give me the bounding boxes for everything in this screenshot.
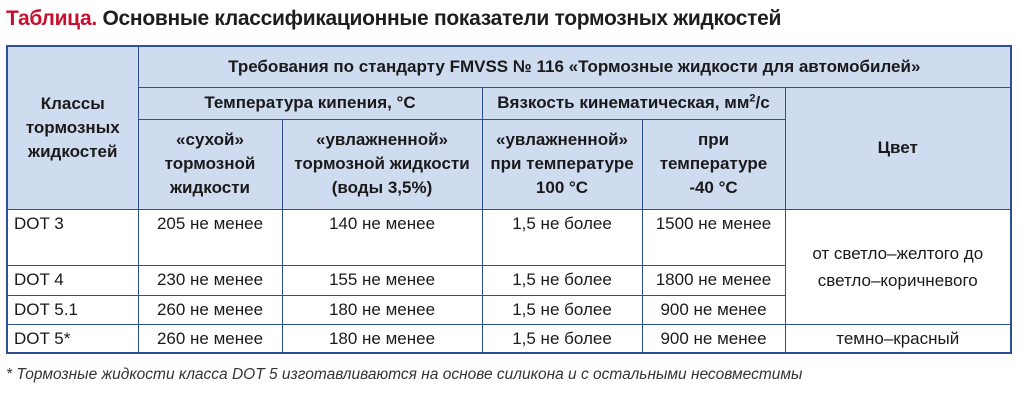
table-title bbox=[6, 7, 781, 31]
footnote: * Тормозные жидкости класса DOT 5 изготавливаются на основе силикона и с остальными несовместимы bbox=[6, 366, 803, 383]
header-wet bbox=[282, 119, 482, 209]
cell-visc40: 900 не менее bbox=[642, 295, 785, 324]
header-dry bbox=[138, 119, 282, 209]
table-title-text: Основные классификационные показатели тормозных жидкостей bbox=[102, 7, 782, 30]
header-standard: Требования по стандарту FMVSS № 116 «Тормозные жидкости для автомобилей» bbox=[138, 46, 1011, 87]
cell-dry: 260 не менее bbox=[138, 295, 282, 324]
cell-dry: 205 не менее bbox=[138, 209, 282, 265]
header-dry-line-3: жидкости bbox=[170, 178, 250, 197]
cell-visc40: 900 не менее bbox=[642, 324, 785, 353]
header-viscosity-suffix: /с bbox=[755, 93, 770, 112]
cell-wet: 180 не менее bbox=[282, 295, 482, 324]
cell-wet: 180 не менее bbox=[282, 324, 482, 353]
header-class-line-1: Классы bbox=[40, 93, 105, 113]
header-dry-line-1: «сухой» bbox=[176, 130, 244, 149]
table-row bbox=[7, 209, 1011, 265]
cell-visc100: 1,5 не более bbox=[482, 295, 642, 324]
header-boiling: Температура кипения, °С bbox=[138, 87, 482, 119]
header-wet-line-1: «увлажненной» bbox=[316, 130, 448, 149]
header-viscosity-text: Вязкость кинематическая, мм bbox=[497, 93, 750, 112]
cell-visc100: 1,5 не более bbox=[482, 324, 642, 353]
cell-visc100: 1,5 не более bbox=[482, 265, 642, 295]
header-wet-line-2: тормозной жидкости bbox=[294, 154, 470, 173]
header-visc-wet-line-2: при температуре bbox=[490, 154, 634, 173]
header-visc-cold-line-2: температуре bbox=[659, 154, 768, 173]
cell-class: DOT 3 bbox=[7, 209, 138, 265]
cell-dry: 230 не менее bbox=[138, 265, 282, 295]
cell-wet: 155 не менее bbox=[282, 265, 482, 295]
cell-class: DOT 5* bbox=[7, 324, 138, 353]
cell-visc40: 1500 не менее bbox=[642, 209, 785, 265]
brake-fluid-table bbox=[6, 45, 1012, 354]
cell-visc40: 1800 не менее bbox=[642, 265, 785, 295]
header-visc-wet bbox=[482, 119, 642, 209]
cell-class: DOT 4 bbox=[7, 265, 138, 295]
cell-class: DOT 5.1 bbox=[7, 295, 138, 324]
table-row bbox=[7, 324, 1011, 353]
cell-dry: 260 не менее bbox=[138, 324, 282, 353]
cell-color-group-2: темно–красный bbox=[785, 324, 1011, 353]
header-visc-wet-line-1: «увлажненной» bbox=[496, 130, 628, 149]
header-visc-cold bbox=[642, 119, 785, 209]
header-viscosity-sup: 2 bbox=[749, 92, 756, 105]
header-class-col bbox=[7, 46, 138, 209]
header-visc-cold-line-3: -40 °С bbox=[689, 178, 738, 197]
cell-wet: 140 не менее bbox=[282, 209, 482, 265]
header-wet-line-3: (воды 3,5%) bbox=[331, 178, 433, 197]
header-class-line-3: жидкостей bbox=[28, 141, 118, 161]
header-color: Цвет bbox=[785, 87, 1011, 209]
header-class-line-2: тормозных bbox=[25, 117, 120, 137]
header-dry-line-2: тормозной bbox=[164, 154, 256, 173]
header-visc-wet-line-3: 100 °С bbox=[535, 178, 589, 197]
color-group-1-line-2: светло–коричневого bbox=[817, 270, 978, 290]
table-title-prefix: Таблица. bbox=[6, 7, 97, 30]
color-group-1-line-1: от светло–желтого до bbox=[812, 243, 984, 263]
cell-visc100: 1,5 не более bbox=[482, 209, 642, 265]
cell-color-group-1 bbox=[785, 209, 1011, 324]
header-viscosity bbox=[482, 87, 785, 119]
header-visc-cold-line-1: при bbox=[697, 130, 730, 149]
